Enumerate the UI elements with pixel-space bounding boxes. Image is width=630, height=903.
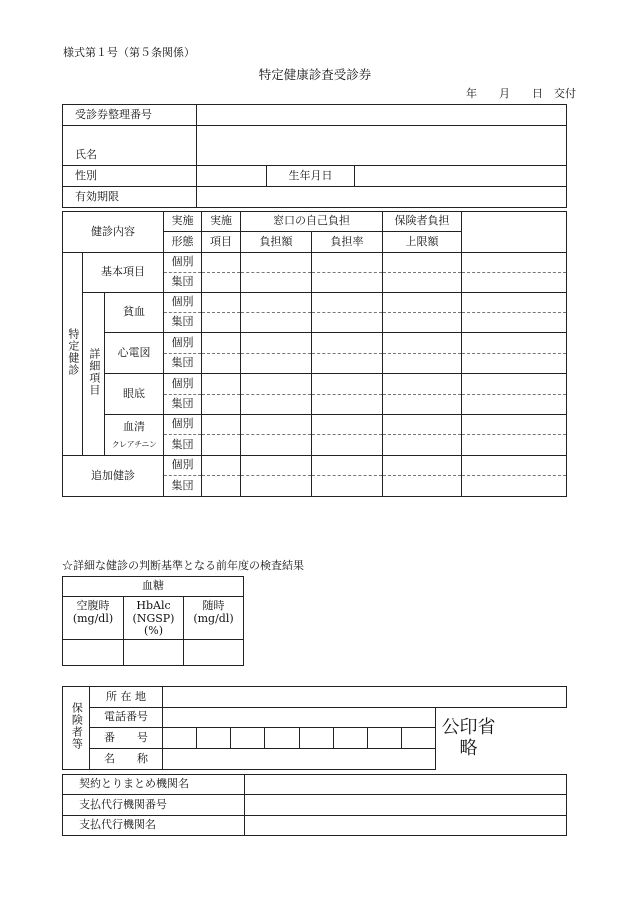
group-label: 集団 <box>164 476 202 497</box>
basic-items-label: 基本項目 <box>83 253 164 293</box>
insurer-number-digit[interactable] <box>368 728 402 749</box>
hba1c-header <box>124 597 184 640</box>
table-cell[interactable] <box>202 313 241 333</box>
table-cell[interactable] <box>462 273 567 293</box>
group-detail: 詳細項目 <box>83 293 105 456</box>
table-cell[interactable] <box>241 435 312 456</box>
table-cell[interactable] <box>241 415 312 435</box>
info-table <box>62 104 567 208</box>
insurer-number-digit[interactable] <box>300 728 334 749</box>
table-cell[interactable] <box>312 354 383 374</box>
agent-name-field[interactable] <box>245 816 567 836</box>
table-cell[interactable] <box>383 374 462 395</box>
random-unit: (mg/dl) <box>193 611 234 625</box>
col-form-1: 実施 <box>164 212 202 232</box>
number-label: 番 号 <box>90 728 163 749</box>
fundus-label: 眼底 <box>105 374 164 415</box>
individual-label: 個別 <box>164 374 202 395</box>
table-cell[interactable] <box>312 476 383 497</box>
table-cell[interactable] <box>312 313 383 333</box>
random-label: 随時 <box>202 599 225 612</box>
individual-label: 個別 <box>164 415 202 435</box>
table-cell[interactable] <box>241 313 312 333</box>
table-cell[interactable] <box>383 456 462 476</box>
anemia-label: 貧血 <box>105 293 164 333</box>
table-cell[interactable] <box>202 415 241 435</box>
insurer-number-digit[interactable] <box>334 728 368 749</box>
insurer-name-field[interactable] <box>163 749 436 770</box>
table-cell[interactable] <box>462 395 567 415</box>
table-cell[interactable] <box>241 476 312 497</box>
blood-sugar-table <box>62 576 244 666</box>
table-cell[interactable] <box>383 273 462 293</box>
table-cell[interactable] <box>462 456 567 476</box>
insurer-number-digit[interactable] <box>197 728 231 749</box>
name-field[interactable] <box>197 126 567 166</box>
group-label: 集団 <box>164 354 202 374</box>
table-cell[interactable] <box>383 435 462 456</box>
insurer-name-label: 名 称 <box>90 749 163 770</box>
table-cell[interactable] <box>462 435 567 456</box>
sex-label: 性別 <box>63 166 197 187</box>
exam-table <box>62 211 567 497</box>
table-cell[interactable] <box>241 273 312 293</box>
table-cell[interactable] <box>462 313 567 333</box>
fasting-label: 空腹時 <box>76 599 110 612</box>
table-cell[interactable] <box>241 354 312 374</box>
table-cell[interactable] <box>241 293 312 313</box>
table-cell[interactable] <box>312 374 383 395</box>
ecg-label: 心電図 <box>105 333 164 374</box>
table-cell[interactable] <box>202 395 241 415</box>
table-cell[interactable] <box>312 293 383 313</box>
address-label: 所 在 地 <box>90 687 163 708</box>
address-field[interactable] <box>163 687 502 708</box>
group-label: 集団 <box>164 395 202 415</box>
form-number: 様式第１号（第５条関係） <box>63 46 195 59</box>
col-form-2: 形態 <box>164 232 202 253</box>
ticket-number-label: 受診券整理番号 <box>63 105 197 126</box>
hba1c-value-field[interactable] <box>124 640 184 666</box>
contract-table <box>62 774 567 836</box>
table-cell[interactable] <box>202 456 241 476</box>
contract-org-field[interactable] <box>245 775 567 795</box>
group-label: 集団 <box>164 273 202 293</box>
fasting-header <box>63 597 124 640</box>
agent-name-label: 支払代行機関名 <box>63 816 245 836</box>
random-header <box>184 597 244 640</box>
table-cell[interactable] <box>202 354 241 374</box>
insurer-number-digit[interactable] <box>163 728 197 749</box>
col-rate: 負担率 <box>312 232 383 253</box>
additional-label: 追加健診 <box>63 456 164 497</box>
individual-label: 個別 <box>164 456 202 476</box>
col-self-pay: 窓口の自己負担 <box>241 212 383 232</box>
table-cell[interactable] <box>383 313 462 333</box>
table-cell[interactable] <box>383 333 462 354</box>
table-cell[interactable] <box>383 476 462 497</box>
table-cell[interactable] <box>202 253 241 273</box>
table-cell[interactable] <box>312 333 383 354</box>
table-cell[interactable] <box>462 476 567 497</box>
table-cell[interactable] <box>383 253 462 273</box>
serum-label: 血清 <box>123 420 145 434</box>
individual-label: 個別 <box>164 293 202 313</box>
table-cell[interactable] <box>383 354 462 374</box>
expiry-field[interactable] <box>197 187 567 208</box>
group-label: 集団 <box>164 435 202 456</box>
seal-area <box>436 708 502 770</box>
table-cell[interactable] <box>312 415 383 435</box>
table-cell[interactable] <box>312 273 383 293</box>
group-label: 集団 <box>164 313 202 333</box>
col-exam-content: 健診内容 <box>63 212 164 253</box>
creatinine-label: クレアチニン <box>111 439 157 449</box>
contract-org-label: 契約とりまとめ機関名 <box>63 775 245 795</box>
insurer-number-digit[interactable] <box>231 728 265 749</box>
serum-creatinine-label <box>105 415 164 456</box>
table-cell[interactable] <box>241 456 312 476</box>
prev-results-heading: ☆詳細な健診の判断基準となる前年度の検査結果 <box>62 559 304 572</box>
individual-label: 個別 <box>164 253 202 273</box>
name-label: 氏名 <box>63 126 197 166</box>
table-cell[interactable] <box>202 435 241 456</box>
phone-label: 電話番号 <box>90 708 163 728</box>
fasting-value-field[interactable] <box>63 640 124 666</box>
hba1c-label: HbAlc <box>136 599 171 612</box>
table-cell[interactable] <box>202 374 241 395</box>
table-cell[interactable] <box>462 253 567 273</box>
insurer-table <box>62 686 567 770</box>
table-cell[interactable] <box>241 374 312 395</box>
sex-field[interactable] <box>197 166 267 187</box>
table-cell[interactable] <box>312 435 383 456</box>
table-cell[interactable] <box>312 395 383 415</box>
insurer-number-digit[interactable] <box>402 728 436 749</box>
phone-field[interactable] <box>163 708 436 728</box>
table-cell[interactable] <box>312 456 383 476</box>
col-insurer-2: 上限額 <box>383 232 462 253</box>
birthdate-field[interactable] <box>355 166 567 187</box>
insurer-number-digit[interactable] <box>265 728 300 749</box>
table-cell[interactable] <box>462 293 567 313</box>
table-cell[interactable] <box>312 253 383 273</box>
agent-number-label: 支払代行機関番号 <box>63 795 245 816</box>
table-cell[interactable] <box>383 293 462 313</box>
table-cell[interactable] <box>383 415 462 435</box>
col-items-2: 項目 <box>202 232 241 253</box>
blood-sugar-label: 血糖 <box>63 577 244 597</box>
insurer-group-label: 保険者等 <box>63 687 90 770</box>
expiry-label: 有効期限 <box>63 187 197 208</box>
table-cell[interactable] <box>383 395 462 415</box>
table-cell[interactable] <box>462 333 567 354</box>
birthdate-label: 生年月日 <box>267 166 355 187</box>
table-cell[interactable] <box>462 415 567 435</box>
table-cell[interactable] <box>241 253 312 273</box>
table-cell[interactable] <box>241 395 312 415</box>
col-amount: 負担額 <box>241 232 312 253</box>
seal-note: 公印省略 <box>441 717 496 759</box>
agent-number-field[interactable] <box>245 795 567 816</box>
blank-header <box>462 212 567 253</box>
fasting-unit: (mg/dl) <box>72 611 114 625</box>
group-specific: 特定健診 <box>63 253 83 456</box>
table-cell[interactable] <box>202 293 241 313</box>
ticket-number-field[interactable] <box>197 105 567 126</box>
col-items-1: 実施 <box>202 212 241 232</box>
table-cell[interactable] <box>462 354 567 374</box>
table-cell[interactable] <box>202 273 241 293</box>
col-insurer-1: 保険者負担 <box>383 212 462 232</box>
table-cell[interactable] <box>202 333 241 354</box>
page-title: 特定健康診査受診券 <box>258 67 372 82</box>
random-value-field[interactable] <box>184 640 244 666</box>
address-field-end[interactable] <box>501 687 567 708</box>
individual-label: 個別 <box>164 333 202 354</box>
issue-date-label: 年 月 日 交付 <box>466 87 576 100</box>
table-cell[interactable] <box>462 374 567 395</box>
table-cell[interactable] <box>202 476 241 497</box>
table-cell[interactable] <box>241 333 312 354</box>
hba1c-unit: (%) <box>143 624 164 638</box>
hba1c-ngsp: (NGSP) <box>132 611 175 625</box>
